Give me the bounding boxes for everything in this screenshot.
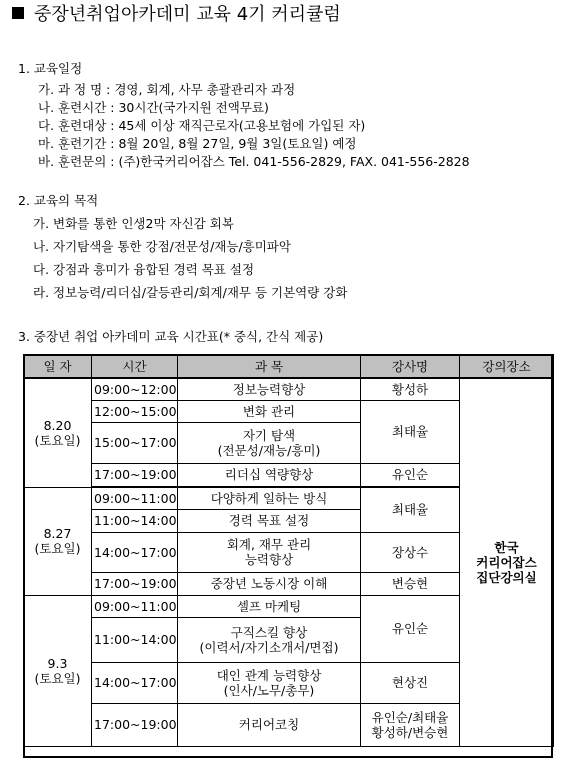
time-cell: 11:00~14:00	[92, 617, 178, 662]
date: 8.20	[43, 417, 72, 433]
purpose-item: 라. 정보능력/리더십/갈등관리/회계/재무 등 기본역량 강화	[33, 285, 348, 300]
instructor-cell: 최태율	[361, 487, 460, 532]
weekday: (토요일)	[34, 670, 81, 686]
time-cell: 17:00~19:00	[92, 463, 178, 486]
place-line: 커리어잡스	[476, 554, 537, 570]
instructor-cell: 장상수	[361, 532, 460, 572]
schedule-item: 가. 과 정 명 : 경영, 회계, 사무 총괄관리자 과정	[38, 82, 296, 97]
subject-cell: 커리어코칭	[178, 703, 361, 746]
subject-cell	[178, 662, 361, 703]
subject-cell	[178, 532, 361, 572]
subject-cell: 다양하게 일하는 방식	[178, 487, 361, 509]
instructor-cell: 유인순	[361, 463, 460, 486]
subject-line: 자기 탐색	[242, 427, 296, 443]
subject-line: 구직스킬 향상	[230, 624, 308, 640]
time-cell: 09:00~12:00	[92, 378, 178, 400]
purpose-item: 가. 변화를 통한 인생2막 자신감 회복	[33, 216, 234, 231]
instructor-cell: 황성하	[361, 378, 460, 400]
subject-cell: 중장년 노동시장 이해	[178, 572, 361, 595]
subject-line: (이력서/자기소개서/면접)	[199, 639, 339, 655]
instructor-line: 유인순/최태율	[371, 709, 449, 725]
table-row	[24, 378, 554, 400]
date: 9.3	[47, 655, 68, 671]
subject-line: 능력향상	[244, 552, 294, 567]
date-cell	[24, 487, 92, 595]
subject-line: 대인 관계 능력향상	[216, 667, 322, 683]
place-line: 집단강의실	[476, 569, 537, 585]
section2-heading: 2. 교육의 목적	[18, 193, 99, 208]
schedule-item: 바. 훈련문의 : (주)한국커리어잡스 Tel. 041-556-2829, FAX. 041-556-2828	[38, 154, 470, 169]
time-cell: 11:00~14:00	[92, 509, 178, 532]
time-cell: 14:00~17:00	[92, 532, 178, 572]
purpose-item: 나. 자기탐색을 통한 강점/전문성/재능/흥미파악	[33, 239, 291, 254]
instructor-line: 황성하/변승현	[371, 724, 449, 740]
subject-cell	[178, 422, 361, 463]
subject-cell: 변화 관리	[178, 400, 361, 422]
header-place: 강의장소	[460, 355, 554, 379]
time-cell: 14:00~17:00	[92, 662, 178, 703]
header-subject: 과 목	[178, 355, 361, 379]
schedule-item: 다. 훈련대상 : 45세 이상 재직근로자(고용보험에 가입된 자)	[38, 118, 366, 133]
page-title	[12, 4, 341, 26]
instructor-cell	[361, 703, 460, 746]
subject-cell: 정보능력향상	[178, 378, 361, 400]
section1-heading: 1. 교육일정	[18, 61, 83, 76]
time-cell: 17:00~19:00	[92, 572, 178, 595]
place-line: 한국	[494, 539, 519, 555]
header-instructor: 강사명	[361, 355, 460, 379]
subject-cell: 셀프 마케팅	[178, 595, 361, 617]
date: 8.27	[43, 526, 72, 541]
weekday: (토요일)	[34, 432, 81, 448]
subject-line: (전문성/재능/흥미)	[217, 442, 321, 458]
date-cell	[24, 595, 92, 746]
schedule-item: 나. 훈련시간 : 30시간(국가지원 전액무료)	[38, 100, 269, 115]
instructor-cell: 최태율	[361, 400, 460, 463]
date-cell	[24, 378, 92, 487]
subject-cell: 리더십 역량향상	[178, 463, 361, 486]
title-text: 중장년취업아카데미 교육 4기 커리큘럼	[34, 4, 341, 25]
time-cell: 12:00~15:00	[92, 400, 178, 422]
instructor-cell: 변승현	[361, 572, 460, 595]
table-header-row	[24, 355, 554, 379]
purpose-item: 다. 강점과 흥미가 융합된 경력 목표 설정	[33, 262, 255, 277]
section3-heading: 3. 중장년 취업 아카데미 교육 시간표(* 중식, 간식 제공)	[18, 329, 324, 344]
instructor-cell: 현상진	[361, 662, 460, 703]
time-cell: 09:00~11:00	[92, 595, 178, 617]
subject-cell: 경력 목표 설정	[178, 509, 361, 532]
time-cell: 09:00~11:00	[92, 487, 178, 509]
schedule-item: 마. 훈련기간 : 8월 20일, 8월 27일, 9월 3일(토요일) 예정	[38, 136, 357, 151]
subject-line: 회계, 재무 관리	[226, 537, 312, 552]
time-cell: 17:00~19:00	[92, 703, 178, 746]
square-bullet-icon	[12, 7, 24, 19]
time-cell: 15:00~17:00	[92, 422, 178, 463]
weekday: (토요일)	[34, 541, 81, 556]
subject-cell	[178, 617, 361, 662]
header-time: 시간	[92, 355, 178, 379]
header-date: 일 자	[24, 355, 92, 379]
place-cell	[460, 378, 554, 746]
schedule-table	[23, 354, 554, 747]
instructor-cell: 유인순	[361, 595, 460, 662]
subject-line: (인사/노무/총무)	[223, 682, 315, 698]
